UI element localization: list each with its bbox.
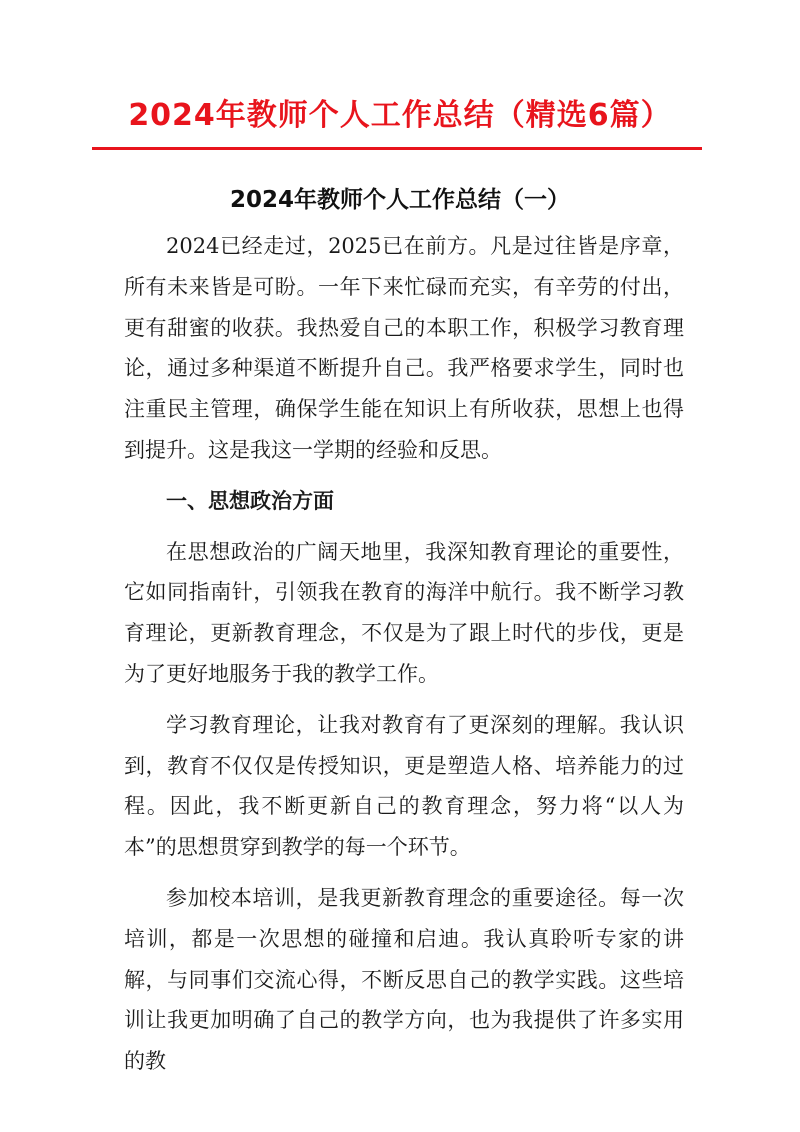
paragraph: 参加校本培训，是我更新教育理念的重要途径。每一次培训，都是一次思想的碰撞和启迪。我认真聆听专家的讲解，与同事们交流心得，不断反思自己的教学实践。这些培训让我更加明确了自己的教学方向，也为我提供了许多实用的教 <box>124 885 684 1074</box>
title-divider <box>92 147 702 150</box>
paragraph-intro: 2024已经走过，2025已在前方。凡是过往皆是序章，所有未来皆是可盼。一年下来忙碌而充实，有辛劳的付出，更有甜蜜的收获。我热爱自己的本职工作，积极学习教育理论，通过多种渠道不断提升自己。我严格要求学生，同时也注重民主管理，确保学生能在知识上有所收获，思想上也得到提升。这是我这一学期的经验和反思。 <box>124 234 684 462</box>
document-body <box>124 226 684 1082</box>
document-main-title: 2024年教师个人工作总结（精选6篇） <box>128 98 672 133</box>
section-heading-ideology: 一、思想政治方面 <box>166 488 334 513</box>
section-title: 2024年教师个人工作总结（一） <box>229 187 570 213</box>
paragraph: 学习教育理论，让我对教育有了更深刻的理解。我认识到，教育不仅仅是传授知识，更是塑造人格、培养能力的过程。因此，我不断更新自己的教育理念，努力将“以人为本”的思想贯穿到教学的每一个环节。 <box>124 712 684 860</box>
paragraph: 在思想政治的广阔天地里，我深知教育理论的重要性，它如同指南针，引领我在教育的海洋中航行。我不断学习教育理论，更新教育理念，不仅是为了跟上时代的步伐，更是为了更好地服务于我的教学工作。 <box>124 539 684 686</box>
